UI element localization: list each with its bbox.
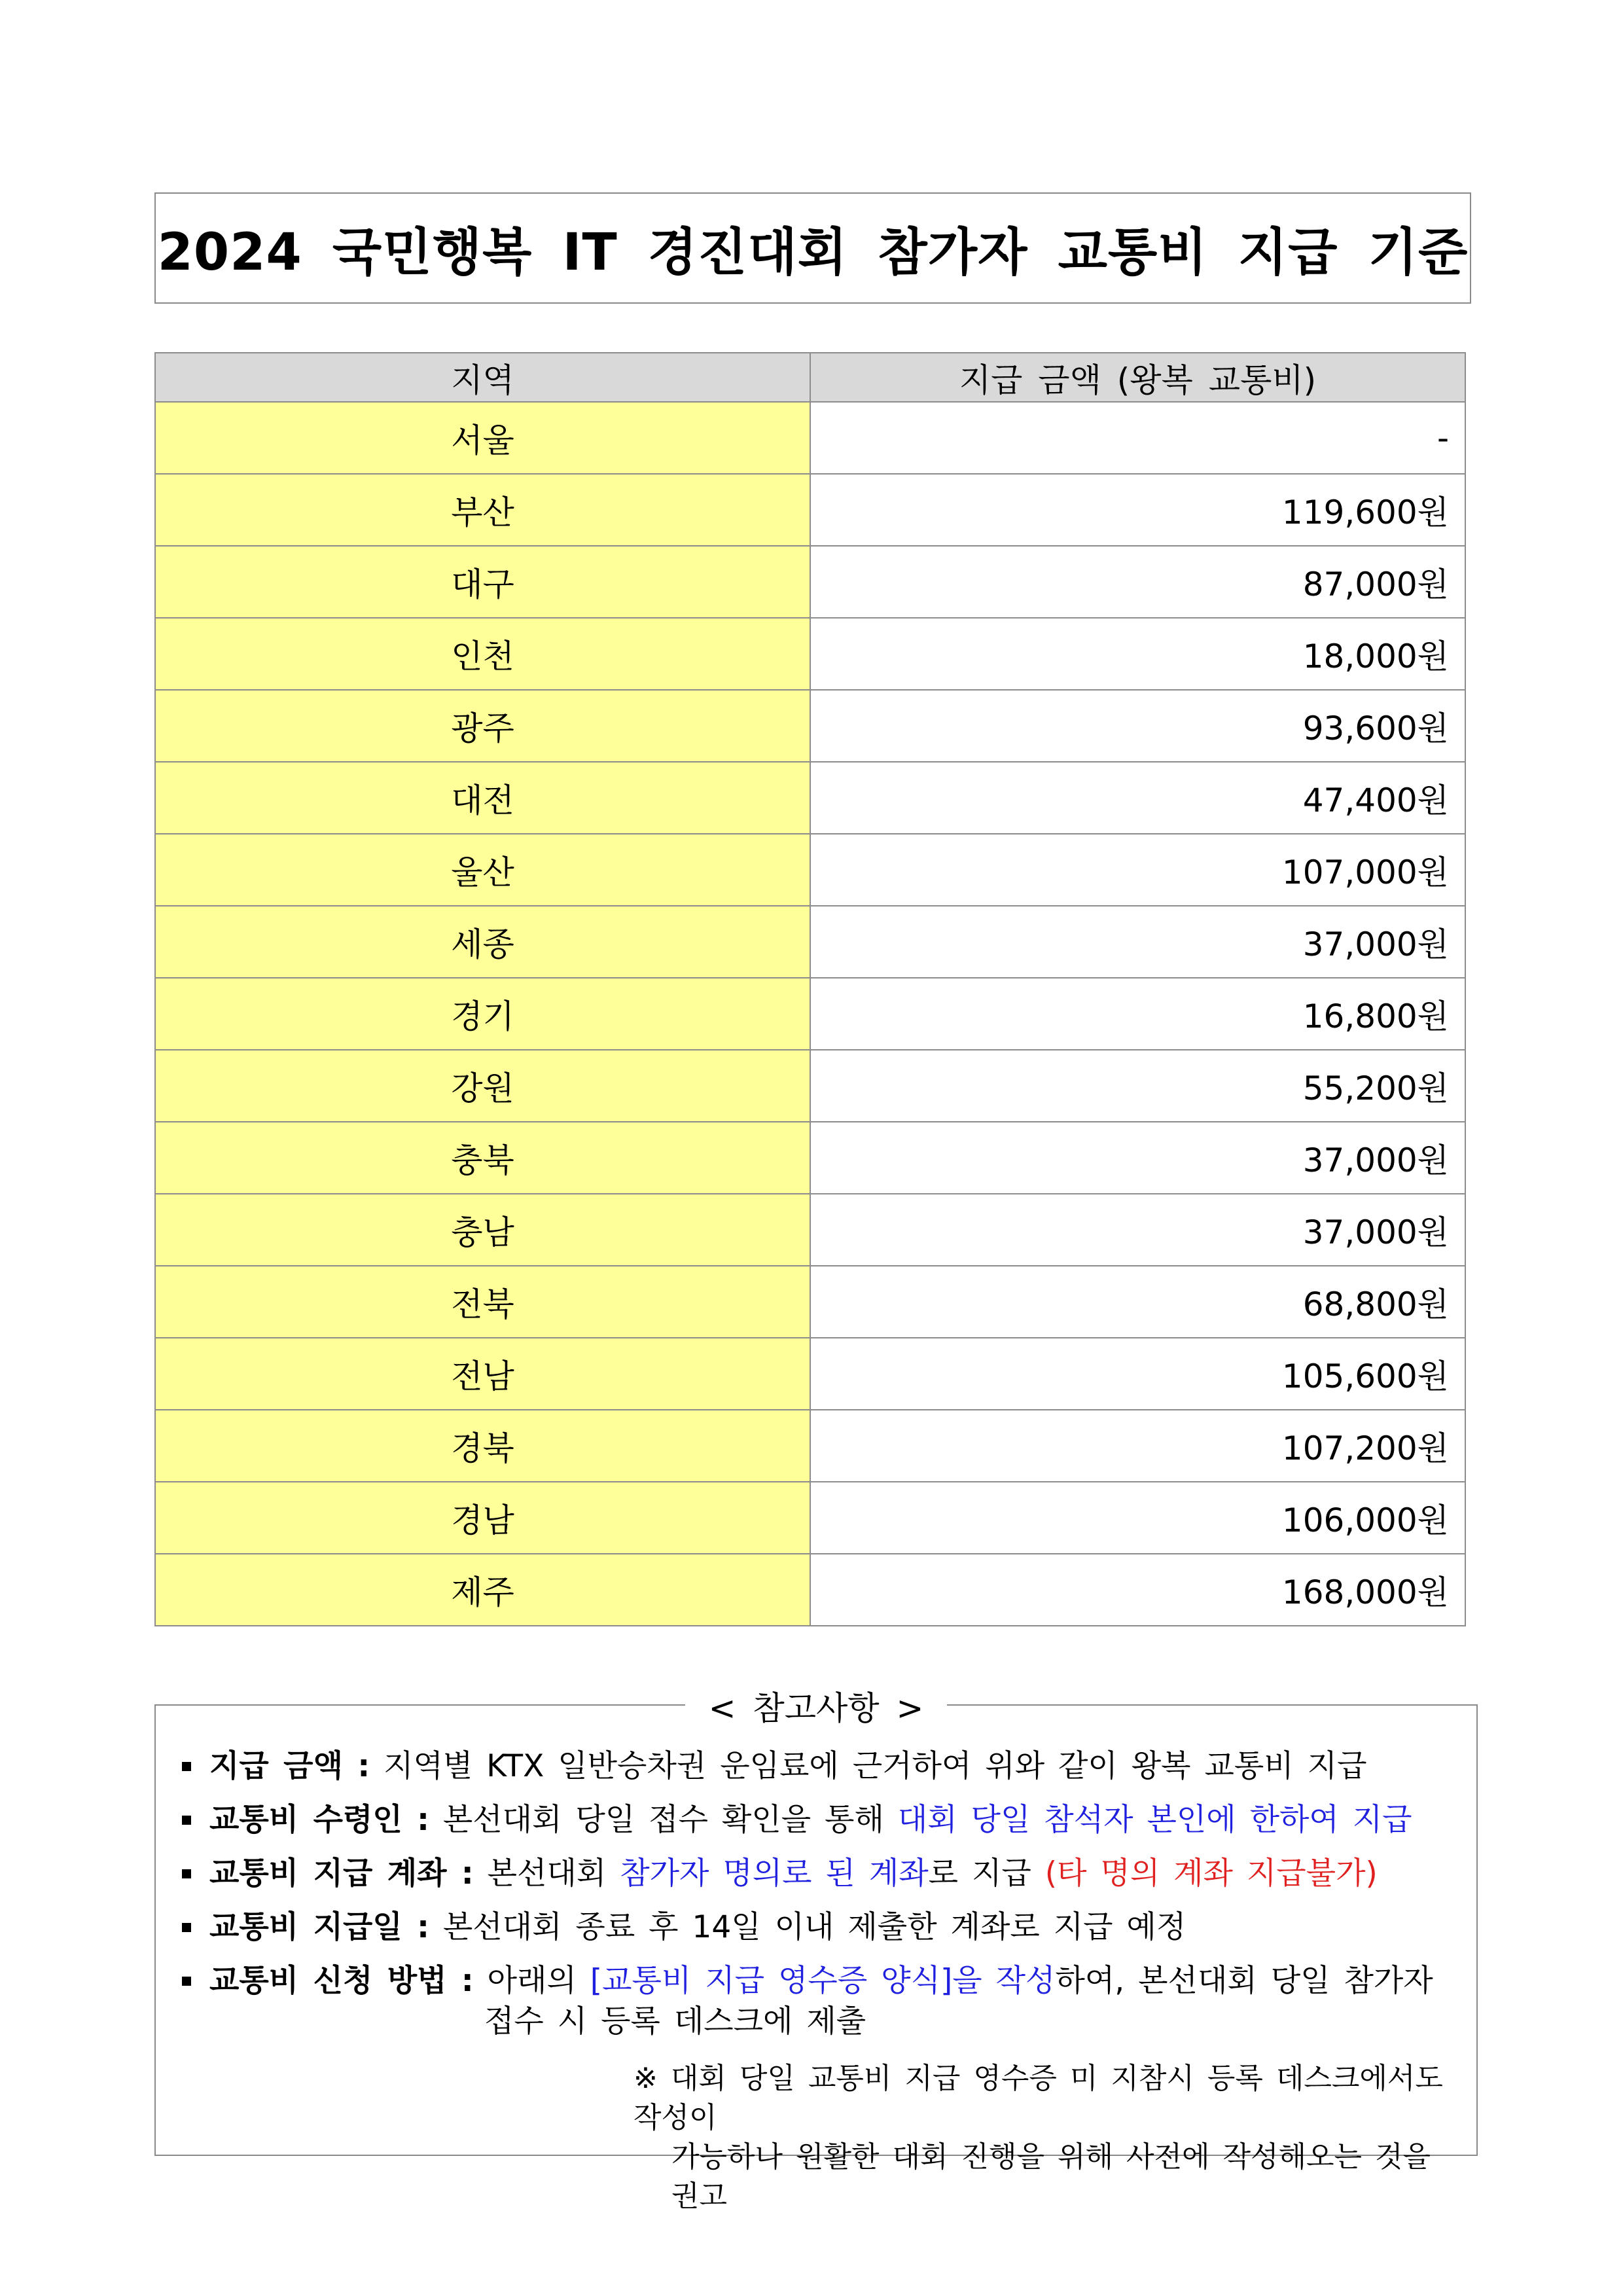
region-cell: 서울 (155, 402, 810, 474)
notes-list (182, 1746, 1463, 2055)
note-label: 교통비 지급 계좌 : (209, 1856, 474, 1892)
note-item (182, 1746, 1463, 1787)
note-text-segment: 본선대회 당일 접수 확인을 통해 (429, 1802, 898, 1838)
table-row (155, 1410, 1465, 1482)
square-bullet-icon (182, 1977, 191, 1986)
table-row (155, 834, 1465, 906)
amount-cell: 106,000원 (810, 1482, 1465, 1554)
amount-cell: 18,000원 (810, 618, 1465, 690)
region-cell: 대구 (155, 546, 810, 618)
note-item (182, 1907, 1463, 1948)
note-item (182, 1800, 1463, 1840)
amount-cell: 37,000원 (810, 1122, 1465, 1194)
region-cell: 충남 (155, 1194, 810, 1266)
amount-cell: - (810, 402, 1465, 474)
table-row (155, 474, 1465, 546)
table-row (155, 690, 1465, 762)
table-row (155, 1266, 1465, 1338)
square-bullet-icon (182, 1869, 191, 1878)
region-cell: 세종 (155, 906, 810, 978)
region-cell: 강원 (155, 1050, 810, 1122)
region-cell: 전남 (155, 1338, 810, 1410)
amount-cell: 16,800원 (810, 978, 1465, 1050)
region-cell: 경기 (155, 978, 810, 1050)
header-region: 지역 (155, 353, 810, 402)
amount-cell: 47,400원 (810, 762, 1465, 834)
note-text-segment: 하여, 본선대회 당일 참가자 (1055, 1963, 1433, 1999)
region-cell: 대전 (155, 762, 810, 834)
table-row (155, 1122, 1465, 1194)
amount-cell: 119,600원 (810, 474, 1465, 546)
table-row (155, 1194, 1465, 1266)
fare-table (154, 352, 1466, 1626)
note-text-segment: 본선대회 (473, 1856, 620, 1892)
footnote-line-1: ※ 대회 당일 교통비 지급 영수증 미 지참시 등록 데스크에서도 작성이 (633, 2062, 1443, 2134)
table-row (155, 1050, 1465, 1122)
amount-cell: 107,000원 (810, 834, 1465, 906)
region-cell: 광주 (155, 690, 810, 762)
header-amount: 지급 금액 (왕복 교통비) (810, 353, 1465, 402)
region-cell: 전북 (155, 1266, 810, 1338)
table-header-row (155, 353, 1465, 402)
fare-table-body (155, 402, 1465, 1626)
amount-cell: 37,000원 (810, 906, 1465, 978)
region-cell: 제주 (155, 1554, 810, 1626)
note-label: 교통비 수령인 : (209, 1802, 429, 1838)
note-text-segment: (타 명의 계좌 지급불가) (1044, 1856, 1378, 1892)
region-cell: 충북 (155, 1122, 810, 1194)
amount-cell: 93,600원 (810, 690, 1465, 762)
table-row (155, 1338, 1465, 1410)
note-label: 교통비 지급일 : (209, 1909, 429, 1945)
amount-cell: 105,600원 (810, 1338, 1465, 1410)
square-bullet-icon (182, 1923, 191, 1932)
amount-cell: 168,000원 (810, 1554, 1465, 1626)
note-text-segment: 대회 당일 참석자 본인에 한하여 지급 (897, 1802, 1412, 1838)
note-label: 지급 금액 : (209, 1748, 370, 1784)
square-bullet-icon (182, 1762, 191, 1771)
notes-title-wrap (156, 1682, 1476, 1729)
region-cell: 부산 (155, 474, 810, 546)
footnote-line-2: 가능하나 원활한 대회 진행을 위해 사전에 작성해오는 것을 권고 (671, 2140, 1431, 2213)
amount-cell: 107,200원 (810, 1410, 1465, 1482)
table-row (155, 1554, 1465, 1626)
notes-title: < 참고사항 > (685, 1689, 948, 1727)
amount-cell: 87,000원 (810, 546, 1465, 618)
table-row (155, 618, 1465, 690)
note-label: 교통비 신청 방법 : (209, 1963, 474, 1999)
table-row (155, 978, 1465, 1050)
note-text-segment: 참가자 명의로 된 계좌 (620, 1856, 929, 1892)
note-text-segment: 로 지급 (928, 1856, 1045, 1892)
note-text-segment: [교통비 지급 영수증 양식]을 작성 (590, 1963, 1056, 1999)
notes-box (154, 1689, 1478, 2213)
amount-cell: 37,000원 (810, 1194, 1465, 1266)
title-box (154, 192, 1471, 304)
note-continuation: 접수 시 등록 데스크에 제출 (484, 2003, 866, 2039)
note-item (182, 1961, 1463, 2042)
table-row (155, 906, 1465, 978)
note-text-segment: 본선대회 종료 후 14일 이내 제출한 계좌로 지급 예정 (429, 1909, 1186, 1945)
table-row (155, 762, 1465, 834)
table-row (155, 546, 1465, 618)
region-cell: 인천 (155, 618, 810, 690)
region-cell: 경북 (155, 1410, 810, 1482)
table-row (155, 1482, 1465, 1554)
amount-cell: 68,800원 (810, 1266, 1465, 1338)
note-text-segment: 아래의 (473, 1963, 590, 1999)
table-row (155, 402, 1465, 474)
region-cell: 울산 (155, 834, 810, 906)
region-cell: 경남 (155, 1482, 810, 1554)
footnote (633, 2059, 1450, 2216)
note-item (182, 1854, 1463, 1894)
amount-cell: 55,200원 (810, 1050, 1465, 1122)
page-title: 2024 국민행복 IT 경진대회 참가자 교통비 지급 기준 (157, 223, 1469, 282)
note-text-segment: 지역별 KTX 일반승차권 운임료에 근거하여 위와 같이 왕복 교통비 지급 (370, 1748, 1367, 1784)
square-bullet-icon (182, 1816, 191, 1825)
